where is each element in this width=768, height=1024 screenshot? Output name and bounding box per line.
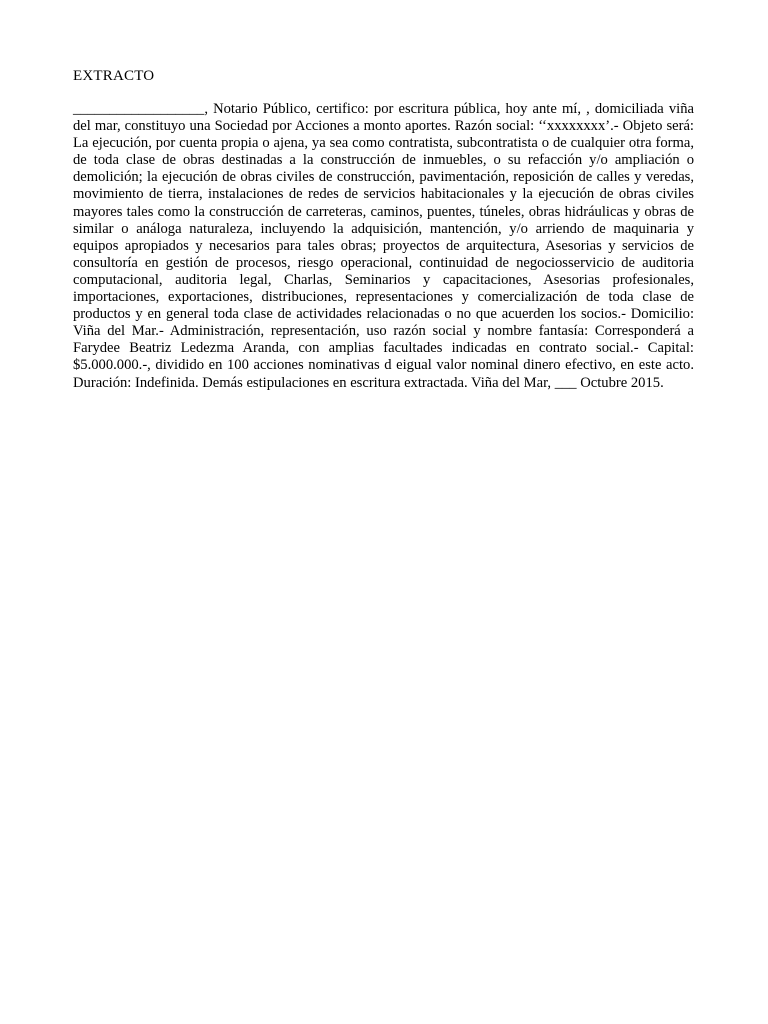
document-title: EXTRACTO <box>73 68 155 84</box>
document-body-paragraph: __________________, Notario Público, certifico: por escritura pública, hoy ante mí, , domiciliada viña del mar, constituyo una Sociedad por Acciones a monto aportes. Razón social: ‘‘xxxxxxxx’.- Objeto será: La ejecución, por cuenta propia o ajena, ya sea como contratista, subcontratista o de cualquier otra forma, de toda clase de obras destinadas a la construcción de inmuebles, o su refacción y/o ampliación o demolición; la ejecución de obras civiles de construcción, pavimentación, reposición de calles y veredas, movimiento de tierra, instalaciones de redes de servicios habitacionales y la ejecución de obras civiles mayores tales como la construcción de carreteras, caminos, puentes, túneles, obras hidráulicas y obras de similar o análoga naturaleza, incluyendo la adquisición, mantención, y/o arriendo de maquinaria y equipos apropiados y necesarios para tales obras; proyectos de arquitectura, Asesorias y servicios de consultoría en gestión de procesos, riesgo operacional, continuidad de negociosservicio de auditoria computacional, auditoria legal, Charlas, Seminarios y capacitaciones, Asesorias profesionales, importaciones, exportaciones, distribuciones, representaciones y comercialización de toda clase de productos y en general toda clase de actividades relacionadas o no que acuerden los socios.- Domicilio: Viña del Mar.- Administración, representación, uso razón social y nombre fantasía: Corresponderá a Farydee Beatriz Ledezma Aranda, con amplias facultades indicadas en contrato social.- Capital: $5.000.000.-, dividido en 100 acciones nominativas d eigual valor nominal dinero efectivo, en este acto. Duración: Indefinida. Demás estipulaciones en escritura extractada. Viña del Mar, ___ Octubre 2015. <box>73 101 694 391</box>
